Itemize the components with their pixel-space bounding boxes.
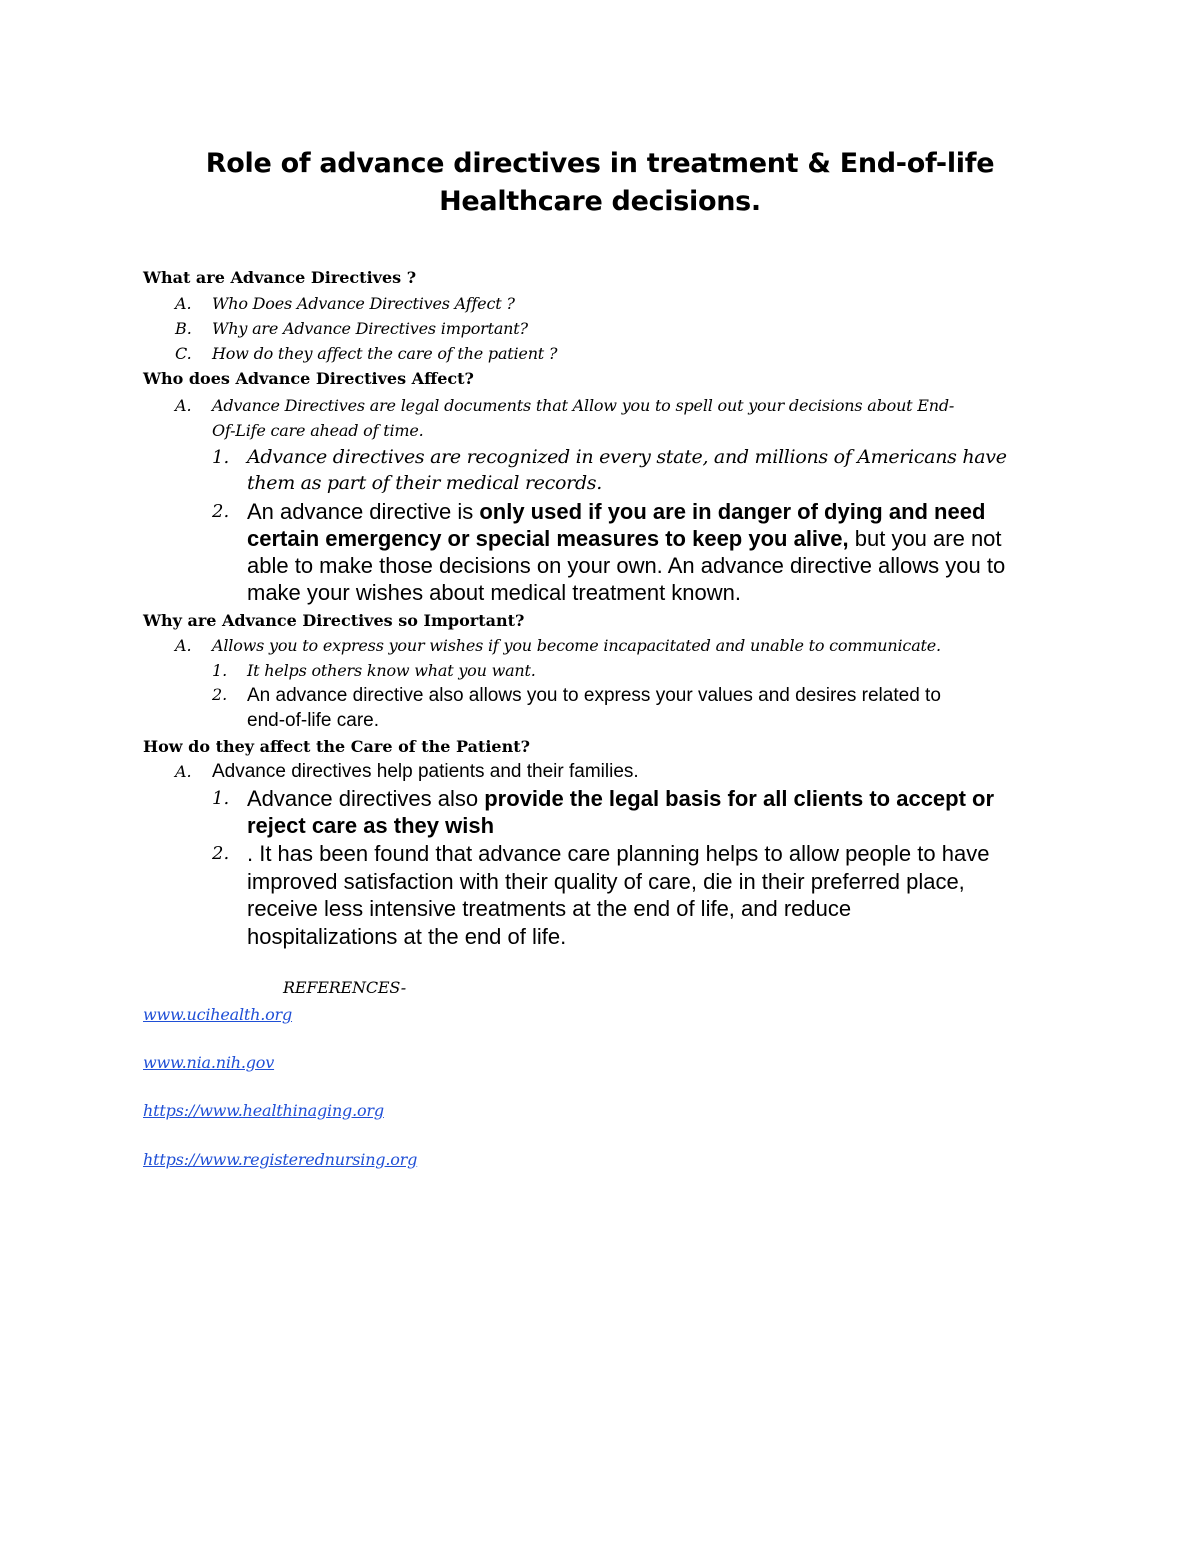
outline-item-b: Why are Advance Directives important?: [212, 319, 528, 338]
section2-item2-line2: end-of-life care.: [247, 710, 380, 731]
section3-item1-line1: Advance directives also provide the legal basis for all clients to accept or: [247, 786, 995, 811]
section2-heading: Why are Advance Directives so Important?: [143, 611, 525, 630]
section1-item2-line3: able to make those decisions on your own. An advance directive allows you to: [247, 553, 1006, 578]
outline-marker-b: B.: [175, 319, 192, 338]
section1-marker-a: A.: [175, 396, 192, 415]
section1-item2-line1: An advance directive is only used if you are in danger of dying and need: [247, 499, 986, 524]
section2-a-text: Allows you to express your wishes if you become incapacitated and unable to communicate.: [212, 636, 941, 655]
section1-item1-line1: Advance directives are recognized in every state, and millions of Americans have: [247, 446, 1007, 468]
document-title: Role of advance directives in treatment & End-of-life Healthcare decisions.: [205, 148, 995, 217]
section3-item2-line4: hospitalizations at the end of life.: [247, 924, 567, 949]
reference-link-registerednursing[interactable]: https://www.registerednursing.org: [143, 1150, 418, 1169]
section1-item2-line4: make your wishes about medical treatment known.: [247, 580, 742, 605]
references-heading: REFERENCES-: [283, 978, 406, 997]
reference-link-healthinaging[interactable]: https://www.healthinaging.org: [143, 1101, 384, 1120]
section3-marker-1: 1.: [212, 788, 230, 809]
section2-marker-1: 1.: [212, 661, 228, 680]
outline-heading: What are Advance Directives ?: [143, 268, 417, 287]
section2-marker-a: A.: [175, 636, 192, 655]
section1-a-line1: Advance Directives are legal documents that Allow you to spell out your decisions about End-: [212, 396, 955, 415]
section3-marker-a: A.: [175, 762, 192, 781]
section1-a-line2: Of-Life care ahead of time.: [212, 421, 424, 440]
outline-item-c: How do they affect the care of the patient ?: [212, 344, 558, 363]
outline-marker-c: C.: [175, 344, 192, 363]
section3-marker-2: 2.: [212, 843, 230, 864]
section1-heading: Who does Advance Directives Affect?: [143, 369, 474, 388]
outline-item-a: Who Does Advance Directives Affect ?: [212, 294, 515, 313]
section2-item2-line1: An advance directive also allows you to express your values and desires related to: [247, 685, 941, 706]
section1-item1-line2: them as part of their medical records.: [247, 472, 602, 494]
reference-link-ucihealth[interactable]: www.ucihealth.org: [143, 1005, 293, 1024]
section3-item2-line1: . It has been found that advance care planning helps to allow people to have: [247, 841, 990, 866]
section2-item1-text: It helps others know what you want.: [247, 661, 536, 680]
section3-heading: How do they affect the Care of the Patient?: [143, 737, 530, 756]
section3-item1-line2: reject care as they wish: [247, 813, 495, 838]
section1-marker-1: 1.: [212, 447, 230, 468]
section1-marker-2: 2.: [212, 501, 230, 522]
section2-marker-2: 2.: [212, 685, 228, 704]
section3-item2-line3: receive less intensive treatments at the end of life, and reduce: [247, 896, 852, 921]
section3-a-text: Advance directives help patients and their families.: [212, 761, 639, 782]
reference-link-nia[interactable]: www.nia.nih.gov: [143, 1053, 275, 1072]
section3-item2-line2: improved satisfaction with their quality of care, die in their preferred place,: [247, 869, 965, 894]
section1-item2-line2: certain emergency or special measures to keep you alive, but you are not: [247, 526, 1002, 551]
outline-marker-a: A.: [175, 294, 192, 313]
